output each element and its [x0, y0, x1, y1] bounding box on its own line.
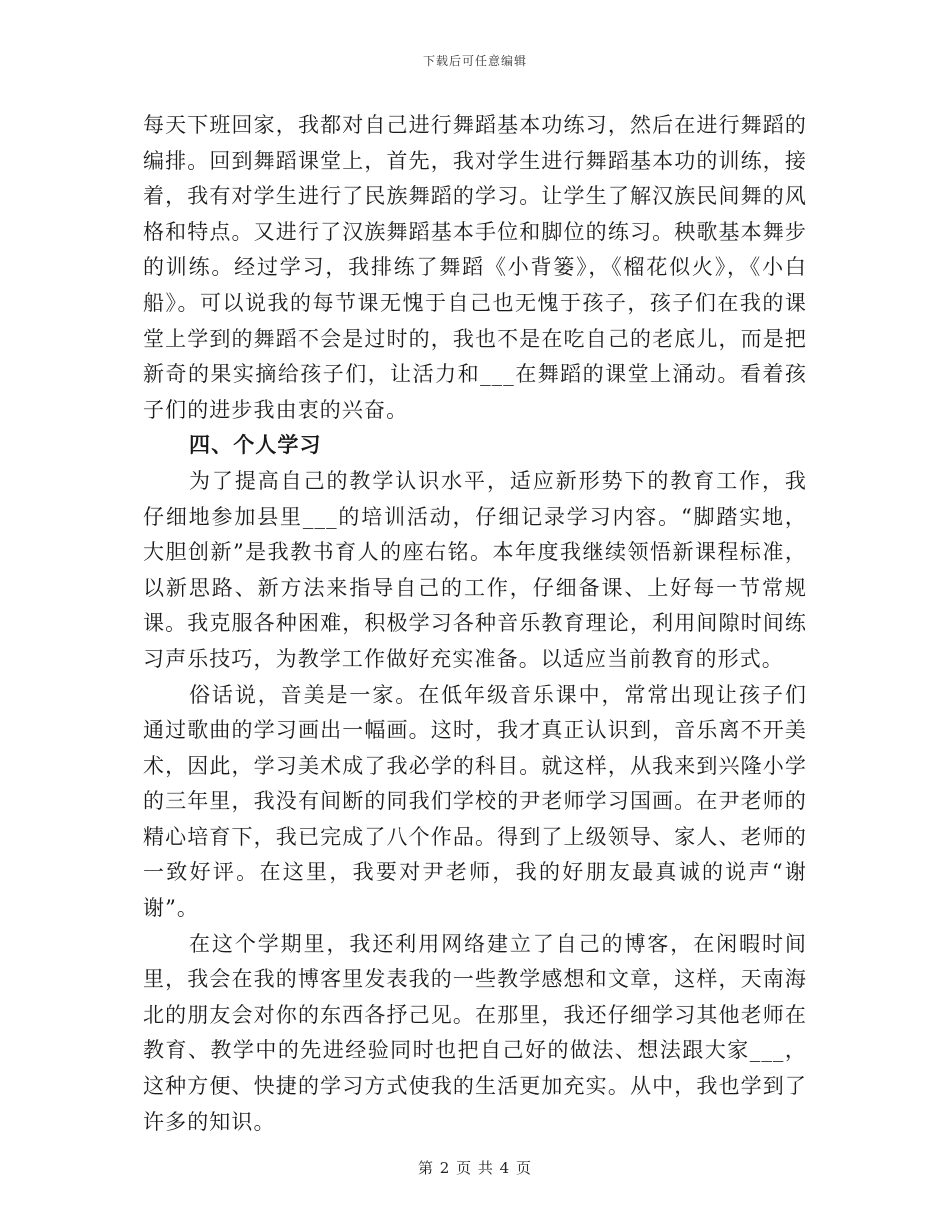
paragraph-dance-teaching: 每天下班回家，我都对自己进行舞蹈基本功练习，然后在进行舞蹈的编排。回到舞蹈课堂上，首先，我对学生进行舞蹈基本功的训练，接着，我有对学生进行了民族舞蹈的学习。让学生了解汉族民间舞的风格和特点。又进行了汉族舞蹈基本手位和脚位的练习。秧歌基本舞步的训练。经过学习，我排练了舞蹈《小背篓》，《榴花似火》，《小白船》。可以说我的每节课无愧于自己也无愧于孩子，孩子们在我的课堂上学到的舞蹈不会是过时的，我也不是在吃自己的老底儿，而是把新奇的果实摘给孩子们，让活力和___在舞蹈的课堂上涌动。看着孩子们的进步我由衷的兴奋。 — [143, 113, 807, 422]
paragraph-blog: 在这个学期里，我还利用网络建立了自己的博客，在闲暇时间里，我会在我的博客里发表我的一些教学感想和文章，这样，天南海北的朋友会对你的东西各抒己见。在那里，我还仔细学习其他老师在教育、教学中的先进经验同时也把自己好的做法、想法跟大家___，这种方便、快捷的学习方式使我的生活更加充实。从中，我也学到了许多的知识。 — [143, 931, 807, 1134]
document-body — [143, 108, 807, 1140]
page-number: 第 2 页 共 4 页 — [418, 1159, 532, 1177]
section-heading-personal-study: 四、个人学习 — [189, 433, 322, 458]
paragraph-art-study: 俗话说，音美是一家。在低年级音乐课中，常常出现让孩子们通过歌曲的学习画出一幅画。这时，我才真正认识到，音乐离不开美术，因此，学习美术成了我必学的科目。就这样，从我来到兴隆小学的三年里，我没有间断的同我们学校的尹老师学习国画。在尹老师的精心培育下，我已完成了八个作品。得到了上级领导、家人、老师的一致好评。在这里，我要对尹老师，我的好朋友最真诚的说声“谢谢”。 — [143, 682, 807, 921]
paragraph-training: 为了提高自己的教学认识水平，适应新形势下的教育工作，我仔细地参加县里___的培训活动，仔细记录学习内容。“脚踏实地，大胆创新”是我教书育人的座右铭。本年度我继续领悟新课程标准，以新思路、新方法来指导自己的工作，仔细备课、上好每一节常规课。我克服各种困难，积极学习各种音乐教育理论，利用间隙时间练习声乐技巧，为教学工作做好充实准备。以适应当前教育的形式。 — [143, 468, 807, 671]
header-note: 下载后可任意编辑 — [422, 54, 527, 68]
